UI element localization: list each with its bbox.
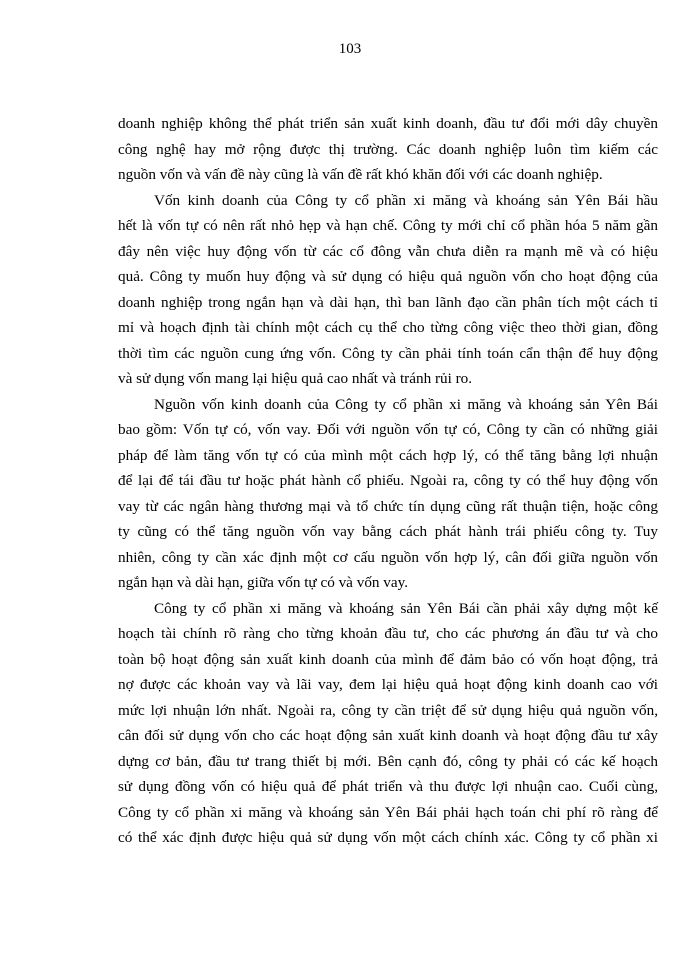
paragraph-2 [118,188,658,392]
text-line: ngắn hạn và dài hạn, giữa vốn tự có và vốn vay. [118,574,409,591]
paragraph-1 [118,111,658,188]
text-line: nợ được các khoản vay và lãi vay, đem lại hiệu quả hoạt động kinh doanh cao với [118,676,658,693]
document-body [118,111,658,851]
text-line: doanh nghiệp trong ngắn hạn và dài hạn, thì ban lãnh đạo cần phân tích một cách tỉ [118,293,658,311]
text-line: quả. Công ty muốn huy động và sử dụng có hiệu quả nguồn vốn cho hoạt động của [118,268,658,285]
text-line: mức lợi nhuận lớn nhất. Ngoài ra, công ty cần triệt để sử dụng hiệu quả nguồn vốn, [118,701,658,719]
text-line: có thể xác định được hiệu quả sử dụng vốn một cách chính xác. Công ty cổ phần xi [118,829,658,846]
page-number: 103 [338,41,362,57]
paragraph-4 [118,596,658,851]
text-line: nguồn vốn và vấn đề này cũng là vấn đề rất khó khăn đối với các doanh nghiệp. [118,166,603,183]
text-line: công nghệ hay mở rộng được thị trường. Các doanh nghiệp luôn tìm kiếm các [118,140,658,158]
text-line: Công ty cổ phần xi măng và khoáng sản Yên Bái cần phải xây dựng một kế [154,599,658,617]
text-line: mỉ và hoạch định tài chính một cách cụ thể cho từng công việc theo thời gian, đồng [118,319,658,336]
text-line: pháp để làm tăng vốn tự có của mình một cách hợp lý, có thể tăng bằng lợi nhuận [118,446,658,464]
text-line: hết là vốn tự có nên rất nhỏ hẹp và hạn chế. Công ty mới chỉ cổ phần hóa 5 năm gần [118,217,658,234]
text-line: để lại để tái đầu tư hoặc phát hành cổ phiếu. Ngoài ra, công ty có thể huy động vốn [118,472,658,489]
text-line: hoạch tài chính rõ ràng cho từng khoản đầu tư, cho các phương án đầu tư và cho [118,625,658,642]
text-line: Nguồn vốn kinh doanh của Công ty cổ phần xi măng và khoáng sản Yên Bái [154,395,658,413]
text-line: đây nên việc huy động vốn từ các cổ đông vẫn chưa diễn ra mạnh mẽ và có hiệu [118,242,658,260]
text-line: ty cũng có thể tăng nguồn vốn vay bằng cách phát hành trái phiếu công ty. Tuy [118,523,658,540]
text-line: doanh nghiệp không thể phát triển sản xuất kinh doanh, đầu tư đổi mới dây chuyền [118,115,658,132]
text-line: thời tìm các nguồn cung ứng vốn. Công ty cần phải tính toán cẩn thận để huy động [118,344,658,362]
text-line: cân đối sử dụng vốn cho các hoạt động sản xuất kinh doanh và hoạt động đầu tư xây [118,727,658,744]
text-line: dựng cơ bản, đầu tư trang thiết bị mới. Bên cạnh đó, công ty phải có các kế hoạch [118,752,658,770]
text-line: vay từ các ngân hàng thương mại và tổ chức tín dụng cũng rất thuận tiện, hoặc công [118,497,658,515]
text-line: và sử dụng vốn mang lại hiệu quả cao nhất và tránh rủi ro. [118,370,473,387]
text-line: Vốn kinh doanh của Công ty cổ phần xi măng và khoáng sản Yên Bái hầu [154,191,658,209]
text-line: sử dụng đồng vốn có hiệu quả để phát triển và thu được lợi nhuận cao. Cuối cùng, [118,778,658,795]
text-line: nhiên, công ty cần xác định một cơ cấu nguồn vốn hợp lý, cân đối giữa nguồn vốn [118,548,658,566]
text-line: bao gồm: Vốn tự có, vốn vay. Đối với nguồn vốn tự có, Công ty cần có những giải [118,421,658,438]
text-line: toàn bộ hoạt động sản xuất kinh doanh của mình để đảm bảo có vốn hoạt động, trả [118,650,658,668]
paragraph-3 [118,392,658,596]
text-line: Công ty cổ phần xi măng và khoáng sản Yên Bái phải hạch toán chi phí rõ ràng để [118,803,658,821]
